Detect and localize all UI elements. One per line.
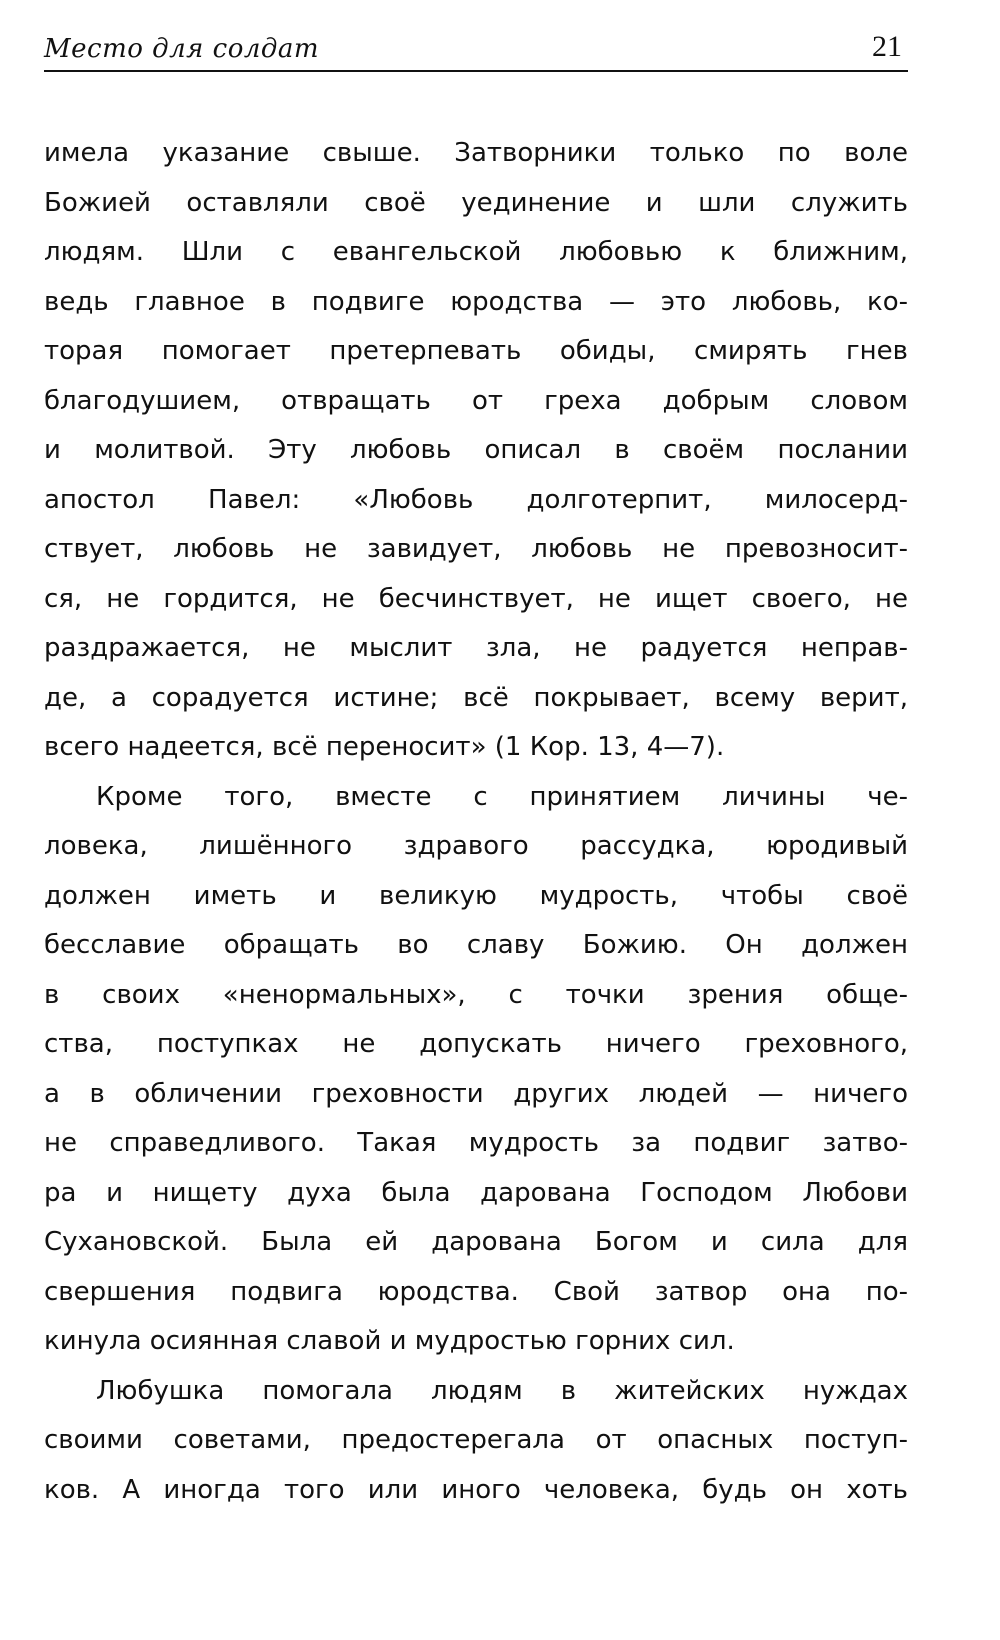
- text-line: Божией оставляли своё уединение и шли служить: [44, 187, 908, 218]
- text-line: имела указание свыше. Затворники только по воле: [44, 138, 908, 168]
- text-line: Любушка помогала людям в житейских нуждах: [96, 1375, 908, 1406]
- text-line: ствует, любовь не завидует, любовь не превозносит-: [44, 534, 908, 564]
- text-line: ся, не гордится, не бесчинствует, не ищет своего, не: [44, 583, 908, 614]
- text-line: апостол Павел: «Любовь долготерпит, милосерд-: [44, 484, 908, 515]
- text-line: своими советами, предостерегала от опасных поступ-: [44, 1425, 908, 1455]
- text-line: и молитвой. Эту любовь описал в своём послании: [44, 435, 908, 465]
- running-head: [44, 26, 908, 72]
- text-line: раздражается, не мыслит зла, не радуется неправ-: [44, 633, 908, 663]
- text-line: Кроме того, вместе с принятием личины че-: [96, 781, 908, 812]
- text-line: торая помогает претерпевать обиды, смирять гнев: [44, 336, 908, 366]
- text-line: ра и нищету духа была дарована Господом Любови: [44, 1177, 908, 1208]
- text-line: кинула осиянная славой и мудростью горних сил.: [44, 1326, 735, 1356]
- text-line: ловека, лишённого здравого рассудка, юродивый: [44, 831, 908, 861]
- text-line: бесславие обращать во славу Божию. Он должен: [44, 930, 908, 960]
- text-line: благодушием, отвращать от греха добрым словом: [44, 385, 908, 416]
- body-text: [44, 129, 908, 1515]
- text-line: а в обличении греховности других людей — ничего: [44, 1078, 908, 1109]
- text-line: должен иметь и великую мудрость, чтобы своё: [44, 880, 908, 911]
- running-title: Место для солдат: [44, 34, 320, 64]
- page-number: 21: [872, 30, 902, 63]
- text-line: свершения подвига юродства. Свой затвор она по-: [44, 1276, 908, 1307]
- text-line: не справедливого. Такая мудрость за подвиг затво-: [44, 1128, 908, 1158]
- text-line: ства, поступках не допускать ничего греховного,: [44, 1029, 908, 1059]
- text-line: ведь главное в подвиге юродства — это любовь, ко-: [44, 286, 908, 317]
- text-line: де, а сорадуется истине; всё покрывает, всему верит,: [44, 682, 908, 713]
- text-line: всего надеется, всё переносит» (1 Кор. 13, 4—7).: [44, 732, 725, 762]
- text-line: людям. Шли с евангельской любовью к ближним,: [44, 237, 908, 267]
- text-line: в своих «ненормальных», с точки зрения обще-: [44, 979, 908, 1010]
- text-line: ков. А иногда того или иного человека, будь он хоть: [44, 1474, 908, 1505]
- text-line: Сухановской. Была ей дарована Богом и сила для: [44, 1227, 908, 1257]
